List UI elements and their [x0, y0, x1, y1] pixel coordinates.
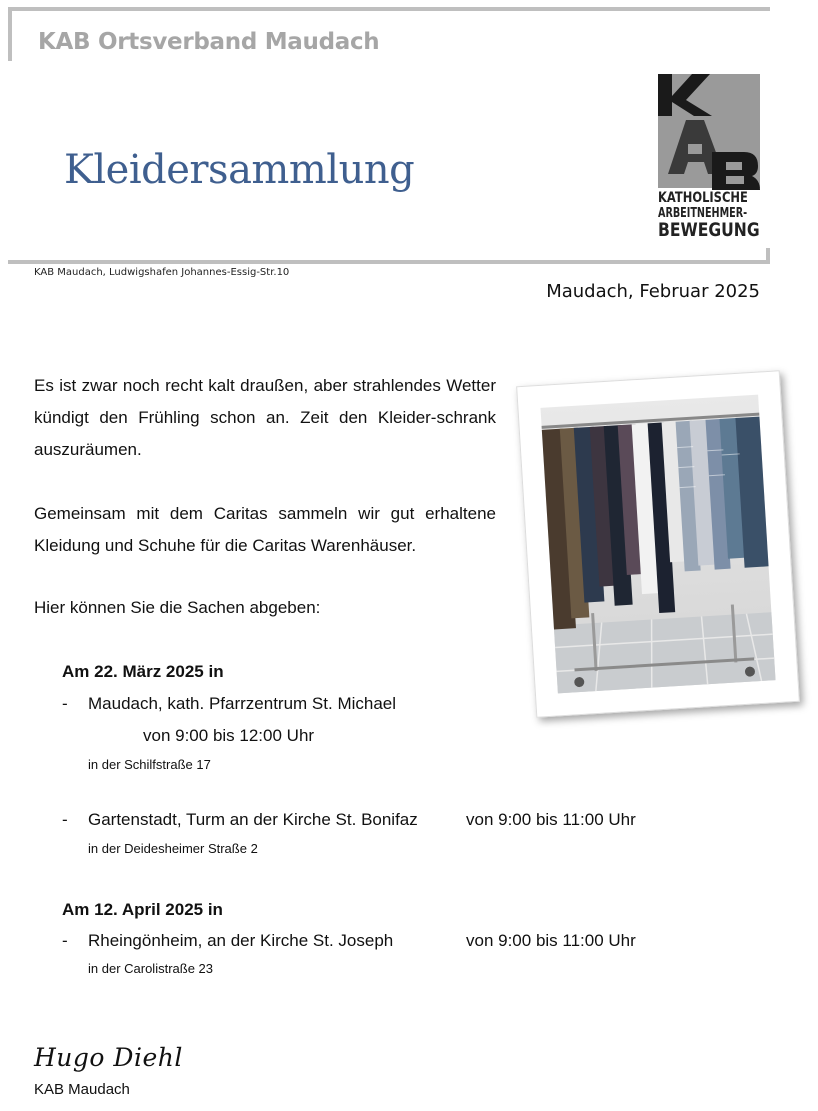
list-dash: -	[62, 694, 68, 713]
signature-org: KAB Maudach	[34, 1081, 130, 1098]
logo-text-line3: BEWEGUNG	[658, 219, 760, 241]
location-2-time: von 9:00 bis 11:00 Uhr	[466, 810, 636, 829]
location-1-place: Maudach, kath. Pfarrzentrum St. Michael	[88, 694, 397, 713]
location-3-time: von 9:00 bis 11:00 Uhr	[466, 931, 636, 950]
schedule-date-2: Am 12. April 2025 in	[62, 900, 223, 919]
location-2-street: in der Deidesheimer Straße 2	[88, 841, 258, 856]
location-1-time: von 9:00 bis 12:00 Uhr	[143, 726, 315, 745]
location-3-street: in der Carolistraße 23	[88, 961, 213, 976]
sender-address: KAB Maudach, Ludwigshafen Johannes-Essig-Str.10	[34, 267, 290, 278]
header-left-rule	[8, 7, 12, 61]
location-2-place: Gartenstadt, Turm an der Kirche St. Bonifaz	[88, 810, 418, 829]
signature-name: Hugo Diehl	[34, 1043, 183, 1072]
clothes-rack-image	[517, 371, 799, 716]
location-1-street: in der Schilfstraße 17	[88, 757, 211, 772]
header-top-rule	[8, 7, 770, 11]
header-bottom-rule	[8, 260, 770, 264]
logo-text-line2: ARBEITNEHMER-	[658, 206, 748, 221]
header-right-rule	[766, 248, 770, 264]
org-name: KAB Ortsverband Maudach	[38, 29, 380, 55]
caritas-paragraph: Gemeinsam mit dem Caritas sammeln wir gut erhaltene Kleidung und Schuhe für die Caritas Warenhäuser.	[34, 504, 496, 555]
location-3-place: Rheingönheim, an der Kirche St. Joseph	[88, 931, 394, 950]
clothes-rack-photo	[516, 370, 800, 717]
letter-date: Maudach, Februar 2025	[546, 281, 760, 302]
logo-text-line1: KATHOLISCHE	[658, 190, 748, 206]
list-dash: -	[62, 931, 68, 950]
schedule-date-1: Am 22. März 2025 in	[62, 662, 224, 681]
logo-text	[658, 191, 762, 240]
page-title: Kleidersammlung	[64, 147, 415, 193]
intro-paragraph: Es ist zwar noch recht kalt draußen, aber strahlendes Wetter kündigt den Frühling schon an. Zeit den Kleider-schrank auszuräumen.	[34, 376, 496, 459]
list-dash: -	[62, 810, 68, 829]
dropoff-intro: Hier können Sie die Sachen abgeben:	[34, 598, 321, 617]
